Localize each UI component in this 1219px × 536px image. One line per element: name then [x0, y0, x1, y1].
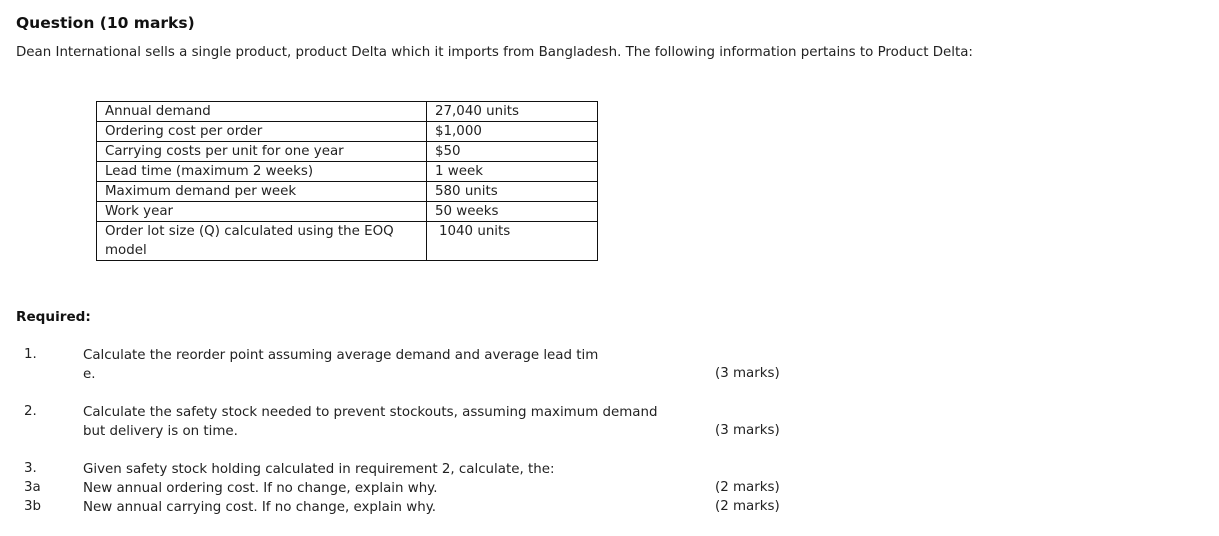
row-value: 27,040 units: [427, 102, 598, 122]
table-row: [97, 202, 598, 222]
q3b-number: 3b: [24, 499, 42, 514]
row-label: Lead time (maximum 2 weeks): [97, 162, 427, 182]
table-row: [97, 162, 598, 182]
row-label: Maximum demand per week: [97, 182, 427, 202]
q3b-text: New annual carrying cost. If no change, explain why.: [83, 500, 437, 515]
q2-marks: (3 marks): [715, 423, 780, 438]
q3a-marks: (2 marks): [715, 480, 780, 495]
row-label: Carrying costs per unit for one year: [97, 142, 427, 162]
row-value: 1040 units: [427, 222, 598, 261]
required-heading: Required:: [16, 309, 91, 325]
q2-text-line2: but delivery is on time.: [83, 424, 238, 439]
row-label: Ordering cost per order: [97, 122, 427, 142]
row-value: $50: [427, 142, 598, 162]
q1-number: 1.: [24, 347, 37, 362]
intro-paragraph: Dean International sells a single product, product Delta which it imports from Bangladesh. The following information pertains to Product Delta:: [16, 45, 973, 60]
row-label: Order lot size (Q) calculated using the EOQ model: [97, 222, 427, 261]
table-row: [97, 182, 598, 202]
q2-number: 2.: [24, 404, 37, 419]
q3b-marks: (2 marks): [715, 499, 780, 514]
table-row: [97, 122, 598, 142]
table-row: [97, 222, 598, 261]
row-value: $1,000: [427, 122, 598, 142]
q3a-text: New annual ordering cost. If no change, explain why.: [83, 481, 438, 496]
q1-marks: (3 marks): [715, 366, 780, 381]
q3a-number: 3a: [24, 480, 41, 495]
row-value: 1 week: [427, 162, 598, 182]
row-value: 50 weeks: [427, 202, 598, 222]
q1-text-line2: e.: [83, 367, 96, 382]
table-row: [97, 102, 598, 122]
row-label: Work year: [97, 202, 427, 222]
q1-text-line1: Calculate the reorder point assuming average demand and average lead tim: [83, 348, 599, 363]
q3-number: 3.: [24, 461, 37, 476]
question-title: Question (10 marks): [16, 14, 195, 32]
q2-text-line1: Calculate the safety stock needed to prevent stockouts, assuming maximum demand: [83, 405, 658, 420]
table-row: [97, 142, 598, 162]
product-info-table: [96, 101, 598, 261]
row-label: Annual demand: [97, 102, 427, 122]
row-value: 580 units: [427, 182, 598, 202]
q3-text: Given safety stock holding calculated in requirement 2, calculate, the:: [83, 462, 555, 477]
